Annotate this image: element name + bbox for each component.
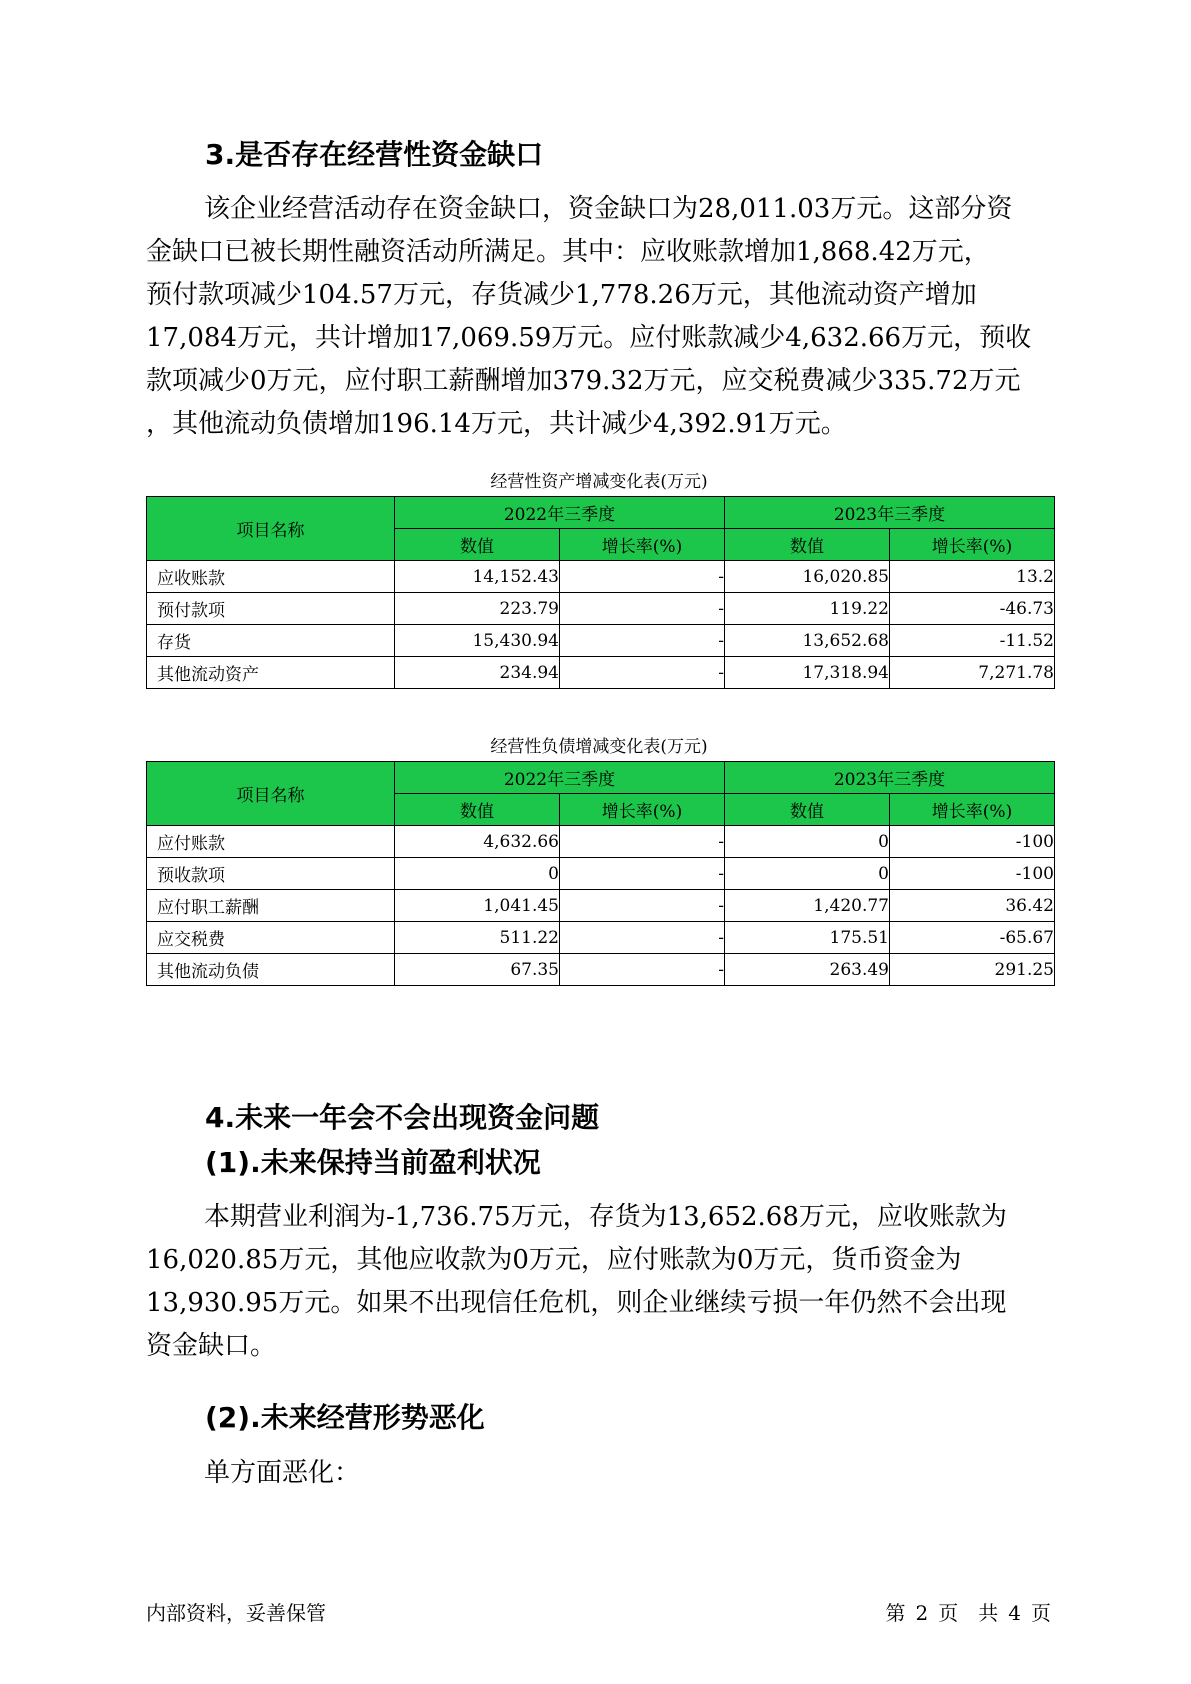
value-2023: 263.49 <box>725 954 890 986</box>
table-row <box>147 593 1055 625</box>
header-period-2022: 2022年三季度 <box>395 762 725 794</box>
growth-2022: - <box>560 593 725 625</box>
header-value: 数值 <box>395 529 560 561</box>
paragraph-line: 单方面恶化： <box>204 1458 361 1488</box>
header-growth: 增长率(%) <box>560 794 725 826</box>
value-2023: 119.22 <box>725 593 890 625</box>
value-2022: 0 <box>395 858 560 890</box>
growth-2023: -100 <box>890 826 1055 858</box>
value-2023: 17,318.94 <box>725 657 890 689</box>
growth-2022: - <box>560 826 725 858</box>
growth-2023: 7,271.78 <box>890 657 1055 689</box>
growth-2023: -65.67 <box>890 922 1055 954</box>
section-3-paragraph <box>146 188 1056 446</box>
table-row <box>147 922 1055 954</box>
value-2023: 0 <box>725 858 890 890</box>
paragraph-line: 预付款项减少104.57万元，存货减少1,778.26万元，其他流动资产增加 <box>146 280 977 310</box>
row-name: 其他流动负债 <box>147 954 395 986</box>
paragraph-line: 该企业经营活动存在资金缺口，资金缺口为28,011.03万元。这部分资 <box>204 194 1013 224</box>
value-2022: 511.22 <box>395 922 560 954</box>
row-name: 其他流动资产 <box>147 657 395 689</box>
value-2022: 1,041.45 <box>395 890 560 922</box>
header-period-2023: 2023年三季度 <box>725 762 1055 794</box>
subsection-2-paragraph <box>146 1452 1056 1495</box>
value-2023: 1,420.77 <box>725 890 890 922</box>
table-row <box>147 826 1055 858</box>
page-prefix: 第 <box>885 1601 906 1625</box>
row-name: 应交税费 <box>147 922 395 954</box>
growth-2022: - <box>560 922 725 954</box>
page-total-prefix: 共 <box>978 1601 999 1625</box>
section-3-heading: 3.是否存在经营性资金缺口 <box>205 138 544 171</box>
growth-2023: -46.73 <box>890 593 1055 625</box>
table-row <box>147 858 1055 890</box>
value-2023: 16,020.85 <box>725 561 890 593</box>
value-2022: 67.35 <box>395 954 560 986</box>
paragraph-line: 17,084万元，共计增加17,069.59万元。应付账款减少4,632.66万元，预收 <box>146 323 1032 353</box>
asset-table-caption: 经营性资产增减变化表(万元) <box>490 472 708 492</box>
paragraph-line: 金缺口已被长期性融资活动所满足。其中：应收账款增加1,868.42万元， <box>146 237 990 267</box>
liability-table-caption: 经营性负债增减变化表(万元) <box>490 737 708 757</box>
page-suffix: 页 <box>1031 1601 1051 1625</box>
growth-2022: - <box>560 858 725 890</box>
paragraph-line: 本期营业利润为-1,736.75万元，存货为13,652.68万元，应收账款为 <box>204 1202 1007 1232</box>
value-2023: 0 <box>725 826 890 858</box>
growth-2022: - <box>560 561 725 593</box>
liability-change-table <box>146 761 1055 986</box>
table-row <box>147 954 1055 986</box>
header-growth: 增长率(%) <box>890 794 1055 826</box>
row-name: 存货 <box>147 625 395 657</box>
growth-2022: - <box>560 954 725 986</box>
table-header-row <box>147 497 1055 529</box>
row-name: 应付职工薪酬 <box>147 890 395 922</box>
table-row <box>147 657 1055 689</box>
page-total: 4 <box>1008 1601 1021 1625</box>
growth-2023: -100 <box>890 858 1055 890</box>
growth-2022: - <box>560 657 725 689</box>
row-name: 预付款项 <box>147 593 395 625</box>
header-item-name: 项目名称 <box>147 762 395 826</box>
subsection-1-paragraph <box>146 1196 1056 1368</box>
paragraph-line: 资金缺口。 <box>146 1331 277 1361</box>
header-item-name: 项目名称 <box>147 497 395 561</box>
paragraph-line: ，其他流动负债增加196.14万元，共计减少4,392.91万元。 <box>146 409 847 439</box>
growth-2022: - <box>560 890 725 922</box>
header-value: 数值 <box>725 529 890 561</box>
page-current: 2 <box>915 1601 929 1625</box>
table-row <box>147 890 1055 922</box>
section-4-heading: 4.未来一年会不会出现资金问题 <box>205 1101 600 1134</box>
value-2022: 223.79 <box>395 593 560 625</box>
row-name: 预收款项 <box>147 858 395 890</box>
table-header-row <box>147 762 1055 794</box>
footer-confidential-note: 内部资料，妥善保管 <box>146 1601 326 1625</box>
header-value: 数值 <box>395 794 560 826</box>
header-value: 数值 <box>725 794 890 826</box>
paragraph-line: 16,020.85万元，其他应收款为0万元，应付账款为0万元，货币资金为 <box>146 1245 962 1275</box>
paragraph-line: 款项减少0万元，应付职工薪酬增加379.32万元，应交税费减少335.72万元 <box>146 366 1021 396</box>
table-row <box>147 625 1055 657</box>
header-period-2022: 2022年三季度 <box>395 497 725 529</box>
growth-2023: -11.52 <box>890 625 1055 657</box>
header-growth: 增长率(%) <box>560 529 725 561</box>
footer-page-number <box>886 1599 1051 1627</box>
value-2022: 4,632.66 <box>395 826 560 858</box>
growth-2022: - <box>560 625 725 657</box>
value-2022: 14,152.43 <box>395 561 560 593</box>
paragraph-line: 13,930.95万元。如果不出现信任危机，则企业继续亏损一年仍然不会出现 <box>146 1288 1007 1318</box>
header-growth: 增长率(%) <box>890 529 1055 561</box>
row-name: 应付账款 <box>147 826 395 858</box>
growth-2023: 291.25 <box>890 954 1055 986</box>
value-2023: 175.51 <box>725 922 890 954</box>
subsection-2-heading: (2).未来经营形势恶化 <box>205 1401 485 1434</box>
value-2022: 15,430.94 <box>395 625 560 657</box>
row-name: 应收账款 <box>147 561 395 593</box>
subsection-1-heading: (1).未来保持当前盈利状况 <box>205 1146 541 1179</box>
header-period-2023: 2023年三季度 <box>725 497 1055 529</box>
asset-change-table <box>146 496 1055 689</box>
value-2023: 13,652.68 <box>725 625 890 657</box>
page-mid: 页 <box>938 1601 959 1625</box>
table-row <box>147 561 1055 593</box>
growth-2023: 36.42 <box>890 890 1055 922</box>
growth-2023: 13.2 <box>890 561 1055 593</box>
value-2022: 234.94 <box>395 657 560 689</box>
